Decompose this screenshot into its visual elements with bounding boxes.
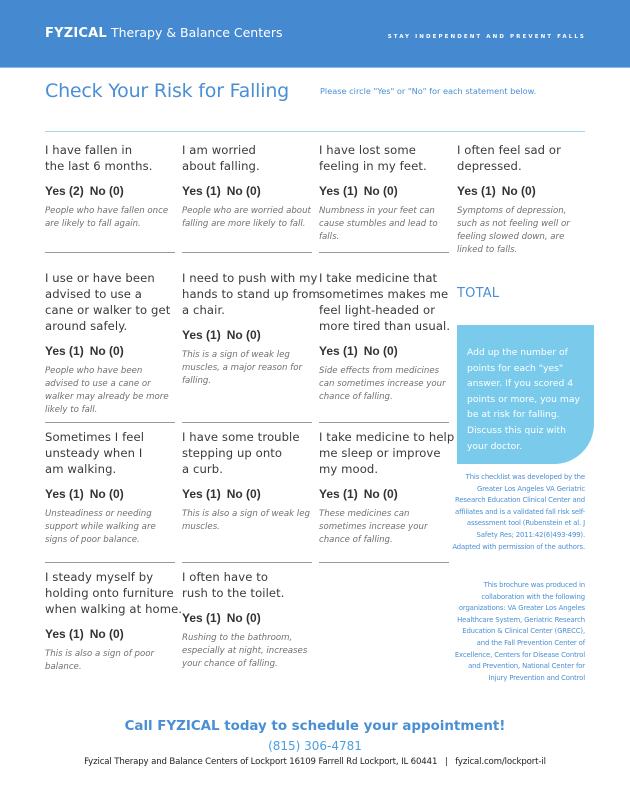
no-option[interactable]: No (0) [226, 328, 261, 342]
question-note: People who are worried about falling are more likely to fall. [182, 206, 311, 229]
separator: | [444, 757, 448, 767]
no-option[interactable]: No (0) [363, 344, 398, 358]
answer-options [45, 627, 175, 641]
no-option[interactable]: No (0) [226, 184, 261, 198]
question-card [319, 270, 454, 404]
instructions: Please circle "Yes" or "No" for each statement below. [320, 86, 537, 96]
question-note: Rushing to the bathroom, especially at night, increases your chance of falling. [182, 633, 308, 669]
no-option[interactable]: No (0) [89, 184, 124, 198]
question-card [319, 142, 449, 244]
question-statement [182, 429, 312, 477]
statement-line: I have lost some [319, 143, 416, 157]
address: Fyzical Therapy and Balance Centers of Lockport 16109 Farrell Rd Lockport, IL 60441 [84, 757, 438, 767]
question-card [457, 142, 587, 257]
yes-option[interactable]: Yes (1) [182, 184, 221, 198]
yes-option[interactable]: Yes (1) [319, 487, 358, 501]
statement-line: me sleep or improve [319, 446, 441, 460]
row-divider [319, 252, 449, 253]
question-statement [182, 270, 322, 318]
statement-line: I need to push with my [182, 271, 318, 285]
no-option[interactable]: No (0) [226, 487, 261, 501]
statement-line: sometimes makes me [319, 287, 449, 301]
question-statement [45, 142, 175, 174]
statement-line: I take medicine that [319, 271, 438, 285]
answer-options [45, 344, 175, 358]
statement-line: I am worried [182, 143, 257, 157]
answer-options [182, 328, 322, 342]
total-explanation: Add up the number of points for each "yes" answer. If you scored 4 points or more, you may be at risk for falling. Discuss this quiz with your doctor. [467, 347, 580, 452]
checklist-credit: This checklist was developed by the Greater Los Angeles VA Geriatric Research Education Clinical Center and affiliates and is a validated fall risk self-assessment tool (Rubenstein et al. J Safety Res; 2011:42(6)493-499). Adapted with permission of the authors. [452, 473, 585, 551]
page-title: Check Your Risk for Falling [45, 80, 290, 102]
yes-option[interactable]: Yes (1) [319, 184, 358, 198]
row-divider [182, 252, 312, 253]
statement-line: rush to the toilet. [182, 586, 285, 600]
title-divider [45, 131, 585, 132]
answer-options [45, 487, 175, 501]
question-statement [182, 569, 312, 601]
question-card [182, 429, 312, 534]
row-divider [319, 422, 449, 423]
row-divider [45, 252, 175, 253]
yes-option[interactable]: Yes (1) [45, 344, 84, 358]
question-card [45, 429, 175, 547]
answer-options [182, 611, 312, 625]
question-note: This is a sign of weak leg muscles, a major reason for falling. [182, 350, 302, 386]
question-statement [319, 429, 459, 477]
brand-name: FYZICAL [45, 26, 107, 41]
call-to-action: Call FYZICAL today to schedule your appointment! [124, 719, 506, 734]
question-note: People who have fallen once are likely to fall again. [45, 206, 169, 229]
statement-line: depressed. [457, 159, 522, 173]
row-divider [319, 562, 449, 563]
question-card [45, 270, 175, 417]
answer-options [45, 184, 175, 198]
statement-line: I often feel sad or [457, 143, 561, 157]
row-divider [182, 422, 312, 423]
answer-options [182, 184, 312, 198]
question-note: People who have been advised to use a cane or walker may already be more likely to fall. [45, 366, 169, 415]
no-option[interactable]: No (0) [89, 627, 124, 641]
yes-option[interactable]: Yes (1) [319, 344, 358, 358]
statement-line: when walking at home. [45, 602, 183, 616]
total-label: TOTAL [457, 286, 500, 301]
statement-line: holding onto furniture [45, 586, 174, 600]
question-note: These medicines can sometimes increase your chance of falling. [319, 509, 428, 545]
question-statement [182, 142, 312, 174]
statement-line: around safely. [45, 319, 128, 333]
statement-line: I take medicine to help [319, 430, 455, 444]
question-card [182, 569, 312, 671]
statement-line: feeling in my feet. [319, 159, 427, 173]
row-divider [45, 562, 175, 563]
answer-options [319, 184, 449, 198]
row-divider [182, 562, 312, 563]
statement-line: I use or have been [45, 271, 155, 285]
statement-line: am walking. [45, 462, 117, 476]
website-link[interactable]: fyzical.com/lockport-il [455, 757, 546, 767]
question-statement [45, 270, 175, 334]
statement-line: the last 6 months. [45, 159, 153, 173]
question-note: Side effects from medicines can sometimes increase your chance of falling. [319, 366, 446, 402]
statement-line: advised to use a [45, 287, 142, 301]
yes-option[interactable]: Yes (1) [45, 627, 84, 641]
question-note: Unsteadiness or needing support while walking are signs of poor balance. [45, 509, 156, 545]
total-explanation-box [457, 325, 594, 464]
no-option[interactable]: No (0) [89, 487, 124, 501]
yes-option[interactable]: Yes (1) [182, 328, 221, 342]
question-note: This is also a sign of poor balance. [45, 649, 155, 672]
yes-option[interactable]: Yes (2) [45, 184, 84, 198]
answer-options [319, 487, 459, 501]
question-statement [45, 429, 175, 477]
yes-option[interactable]: Yes (1) [182, 611, 221, 625]
statement-line: unsteady when I [45, 446, 143, 460]
answer-options [457, 184, 587, 198]
statement-line: feel light-headed or [319, 303, 436, 317]
answer-options [319, 344, 454, 358]
statement-line: I have fallen in [45, 143, 133, 157]
yes-option[interactable]: Yes (1) [457, 184, 496, 198]
statement-line: I steady myself by [45, 570, 154, 584]
no-option[interactable]: No (0) [363, 184, 398, 198]
question-statement [319, 270, 454, 334]
statement-line: my mood. [319, 462, 379, 476]
statement-line: cane or walker to get [45, 303, 171, 317]
statement-line: hands to stand up from [182, 287, 320, 301]
brand-subtitle: Therapy & Balance Centers [110, 25, 283, 40]
statement-line: Sometimes I feel [45, 430, 145, 444]
brand-logo [45, 25, 282, 41]
question-note: Symptoms of depression, such as not feeling well or feeling slowed down, are linked to falls. [457, 206, 570, 255]
no-option[interactable]: No (0) [89, 344, 124, 358]
statement-line: more tired than usual. [319, 319, 451, 333]
question-card [45, 569, 183, 674]
phone-number[interactable]: (815) 306-4781 [268, 739, 362, 753]
yes-option[interactable]: Yes (1) [45, 487, 84, 501]
question-statement [457, 142, 587, 174]
question-note: This is also a sign of weak leg muscles. [182, 509, 310, 532]
no-option[interactable]: No (0) [226, 611, 261, 625]
footer-address-line [0, 757, 630, 767]
answer-options [182, 487, 312, 501]
statement-line: stepping up onto [182, 446, 283, 460]
question-statement [319, 142, 449, 174]
row-divider [45, 422, 175, 423]
tagline: STAY INDEPENDENT AND PREVENT FALLS [387, 34, 586, 40]
header-banner [0, 0, 630, 68]
yes-option[interactable]: Yes (1) [182, 487, 221, 501]
statement-line: about falling. [182, 159, 260, 173]
question-card [182, 142, 312, 231]
statement-line: I often have to [182, 570, 269, 584]
brochure-credit: This brochure was produced in collaboration with the following organizations: VA Greater Los Angeles Healthcare System, Geriatric Research Education & Clinical Center (GRECC), and the Fall Prevention Center of Excellence, Centers for Disease Control and Prevention, National Center for Injury Prevention and Control [454, 581, 585, 682]
question-statement [45, 569, 183, 617]
statement-line: a chair. [182, 303, 226, 317]
no-option[interactable]: No (0) [363, 487, 398, 501]
question-card [319, 429, 459, 547]
statement-line: I have some trouble [182, 430, 300, 444]
question-card [45, 142, 175, 231]
statement-line: a curb. [182, 462, 224, 476]
question-card [182, 270, 322, 388]
no-option[interactable]: No (0) [501, 184, 536, 198]
question-note: Numbness in your feet can cause stumbles and lead to falls. [319, 206, 438, 242]
